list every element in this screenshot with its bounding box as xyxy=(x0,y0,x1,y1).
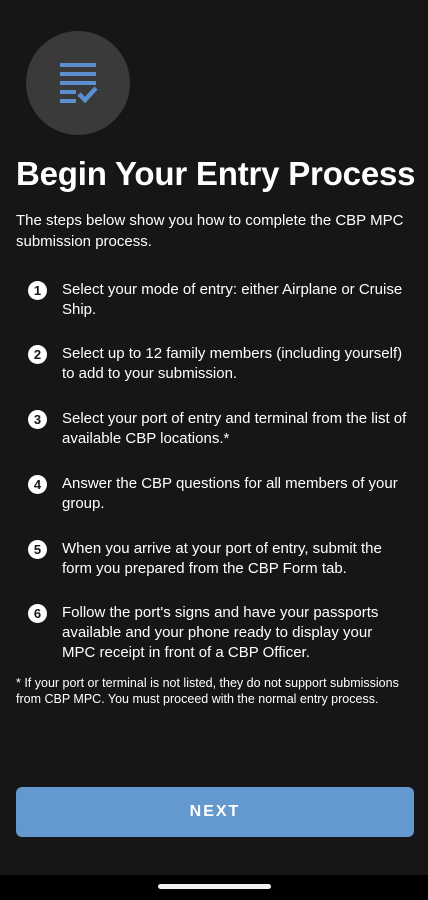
step-text: Select your port of entry and terminal from the list of available CBP locations.* xyxy=(62,410,407,447)
step-text: When you arrive at your port of entry, submit the form you prepared from the CBP Form tab. xyxy=(62,540,382,577)
step-item xyxy=(28,603,408,663)
next-button[interactable]: NEXT xyxy=(16,787,414,837)
intro-text: The steps below show you how to complete the CBP MPC submission process. xyxy=(16,212,404,250)
step-number-badge: 4 xyxy=(28,475,47,494)
step-text: Follow the port's signs and have your passports available and your phone ready to display your MPC receipt in front of a CBP Officer. xyxy=(62,604,379,661)
step-item xyxy=(28,539,408,579)
page-title: Begin Your Entry Process xyxy=(16,155,416,192)
home-indicator[interactable] xyxy=(158,884,271,889)
step-text: Select up to 12 family members (including yourself) to add to your submission. xyxy=(62,345,403,382)
step-item xyxy=(28,409,408,449)
step-number-badge: 5 xyxy=(28,540,47,559)
step-item xyxy=(28,344,408,384)
step-number-badge: 6 xyxy=(28,604,47,623)
checklist-icon xyxy=(58,61,98,105)
step-number-badge: 2 xyxy=(28,345,47,364)
footnote-text: * If your port or terminal is not listed, they do not support submissions from CBP MPC. You must proceed with the normal entry process. xyxy=(16,676,399,706)
step-number-badge: 3 xyxy=(28,410,47,429)
step-text: Select your mode of entry: either Airplane or Cruise Ship. xyxy=(62,281,403,318)
step-item xyxy=(28,280,408,320)
system-nav-bar xyxy=(0,875,428,900)
step-text: Answer the CBP questions for all members of your group. xyxy=(62,475,398,512)
step-number-badge: 1 xyxy=(28,281,47,300)
header-icon-circle xyxy=(26,31,130,135)
step-item xyxy=(28,474,408,514)
